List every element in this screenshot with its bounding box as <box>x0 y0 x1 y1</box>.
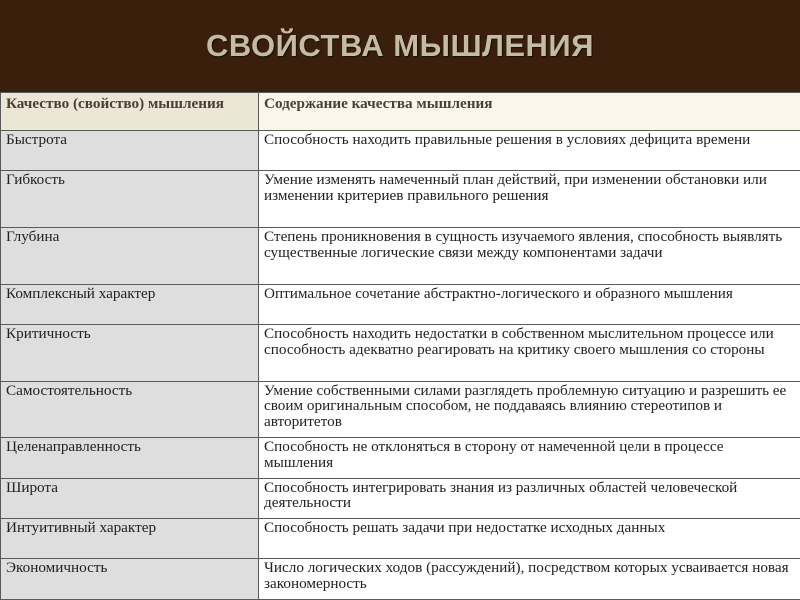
table-row <box>1 171 800 228</box>
table-row <box>1 228 800 285</box>
table-row <box>1 381 800 438</box>
quality-cell: Интуитивный характер <box>1 519 259 559</box>
table-header-row <box>1 93 800 131</box>
description-cell: Способность интегрировать знания из различных областей человеческой деятельности <box>259 478 800 518</box>
quality-cell: Глубина <box>1 228 259 285</box>
quality-cell: Самостоятельность <box>1 381 259 438</box>
description-cell: Способность решать задачи при недостатке исходных данных <box>259 519 800 559</box>
quality-cell: Целенаправленность <box>1 438 259 478</box>
table-row <box>1 438 800 478</box>
table-row <box>1 131 800 171</box>
description-cell: Число логических ходов (рассуждений), посредством которых усваивается новая закономерность <box>259 559 800 600</box>
table-row <box>1 325 800 382</box>
table-row <box>1 559 800 600</box>
description-cell: Способность находить правильные решения в условиях дефицита времени <box>259 131 800 171</box>
description-cell: Оптимальное сочетание абстрактно-логического и образного мышления <box>259 284 800 324</box>
description-cell: Умение изменять намеченный план действий, при изменении обстановки или изменении критериев правильного решения <box>259 171 800 228</box>
page-title: СВОЙСТВА МЫШЛЕНИЯ <box>206 28 594 63</box>
table-row <box>1 284 800 324</box>
column-header-description: Содержание качества мышления <box>259 93 800 131</box>
description-cell: Степень проникновения в сущность изучаемого явления, способность выявлять существенные логические связи между компонентами задачи <box>259 228 800 285</box>
description-cell: Умение собственными силами разглядеть проблемную ситуацию и разрешить ее своим оригинальным способом, не поддаваясь влиянию стереотипов и авторитетов <box>259 381 800 438</box>
quality-cell: Экономичность <box>1 559 259 600</box>
description-cell: Способность не отклоняться в сторону от намеченной цели в процессе мышления <box>259 438 800 478</box>
quality-cell: Широта <box>1 478 259 518</box>
table-row <box>1 519 800 559</box>
quality-cell: Комплексный характер <box>1 284 259 324</box>
column-header-quality: Качество (свойство) мышления <box>1 93 259 131</box>
quality-cell: Быстрота <box>1 131 259 171</box>
table-row <box>1 478 800 518</box>
quality-cell: Гибкость <box>1 171 259 228</box>
title-bar <box>0 0 800 92</box>
description-cell: Способность находить недостатки в собственном мыслительном процессе или способность адекватно реагировать на критику своего мышления со стороны <box>259 325 800 382</box>
properties-table <box>0 92 800 600</box>
quality-cell: Критичность <box>1 325 259 382</box>
